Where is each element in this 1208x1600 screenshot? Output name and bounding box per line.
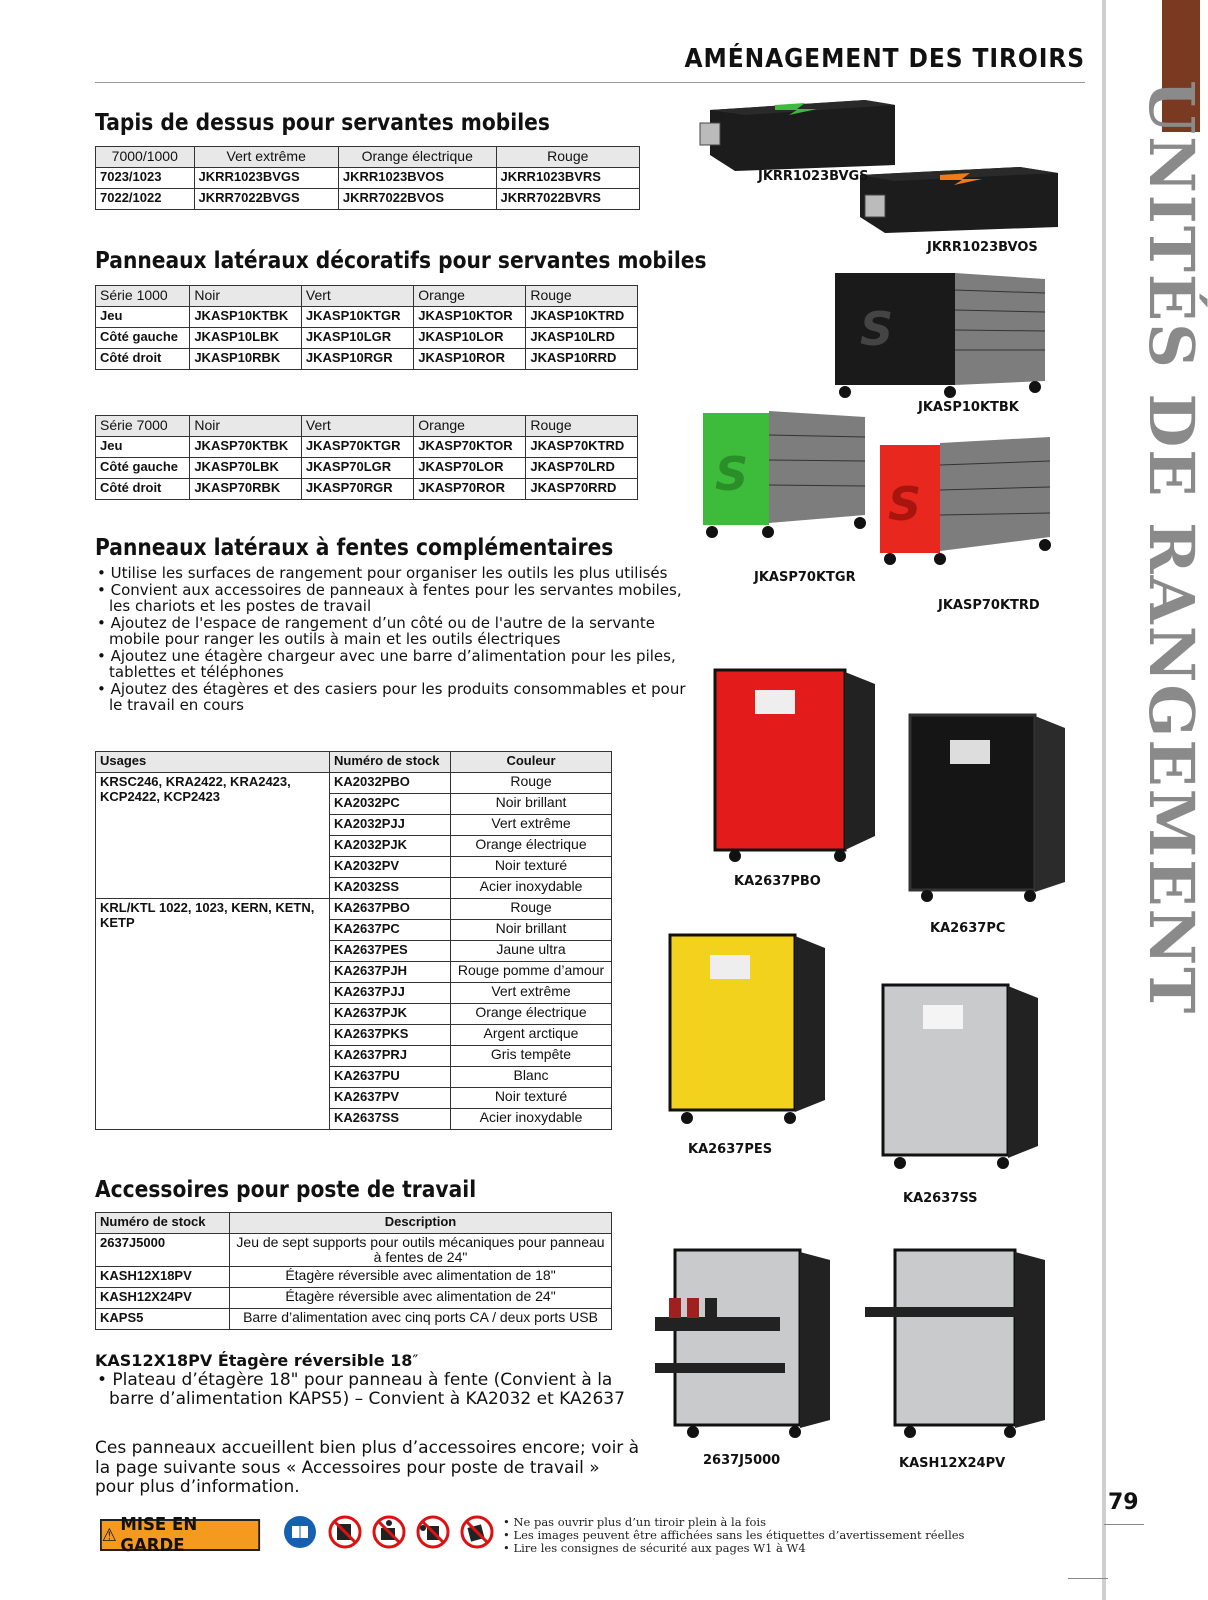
table-cell: JKASP10KTBK bbox=[190, 307, 302, 328]
stock-number-cell: KA2637PRJ bbox=[330, 1046, 451, 1067]
top-mats-table bbox=[95, 146, 640, 210]
table-cell: JKASP10LOR bbox=[414, 328, 526, 349]
table-header-row bbox=[96, 416, 638, 437]
stock-number-cell: KA2637PV bbox=[330, 1088, 451, 1109]
stock-number-cell: KA2637PU bbox=[330, 1067, 451, 1088]
column-header: Couleur bbox=[451, 752, 612, 773]
title-rule bbox=[95, 82, 1085, 83]
table-cell: JKASP10LBK bbox=[190, 328, 302, 349]
table-cell: JKASP10RGR bbox=[301, 349, 413, 370]
table-row bbox=[96, 168, 640, 189]
table-row bbox=[96, 1267, 612, 1288]
product-image-ka2637pbo bbox=[715, 670, 875, 862]
table-cell: JKASP10LRD bbox=[526, 328, 638, 349]
stock-number-cell: KA2637PJH bbox=[330, 962, 451, 983]
color-cell: Acier inoxydable bbox=[451, 878, 612, 899]
svg-text:S: S bbox=[888, 477, 922, 531]
closing-paragraph: Ces panneaux accueillent bien plus d’accessoires encore; voir à la page suivante sous « Accessoires pour poste de travail » pour plus d’information. bbox=[95, 1438, 640, 1497]
color-cell: Noir brillant bbox=[451, 794, 612, 815]
slotted-panels-table bbox=[95, 751, 612, 1130]
label-jkasp70ktrd: JKASP70KTRD bbox=[938, 598, 1040, 613]
table-header-row bbox=[96, 147, 640, 168]
column-header: Vert bbox=[301, 416, 413, 437]
label-ka2637ss: KA2637SS bbox=[903, 1191, 978, 1206]
label-ka2637pes: KA2637PES bbox=[688, 1142, 773, 1157]
color-cell: Blanc bbox=[451, 1067, 612, 1088]
table-cell: JKASP70RGR bbox=[301, 479, 413, 500]
color-cell: Argent arctique bbox=[451, 1025, 612, 1046]
warning-note: • Ne pas ouvrir plus d’un tiroir plein à la fois bbox=[503, 1515, 766, 1529]
warning-label: MISE EN GARDE bbox=[120, 1514, 198, 1556]
label-jkrr1023bvos: JKRR1023BVOS bbox=[927, 240, 1038, 255]
side-panels-heading: Panneaux latéraux décoratifs pour servantes mobiles bbox=[95, 248, 707, 274]
side-panel-illustrations bbox=[700, 265, 1060, 565]
table-row bbox=[96, 458, 638, 479]
slotted-panel-illustrations bbox=[665, 660, 1095, 1510]
slotted-bullet-list bbox=[95, 565, 695, 714]
no-standing-icon bbox=[374, 1517, 404, 1547]
column-header: Orange bbox=[414, 286, 526, 307]
product-image-ka2637pes bbox=[670, 935, 825, 1124]
table-cell: 7023/1023 bbox=[96, 168, 195, 189]
stock-number-cell: KA2032SS bbox=[330, 878, 451, 899]
warning-note: • Lire les consignes de sécurité aux pages W1 à W4 bbox=[503, 1541, 806, 1555]
table-cell: 7022/1022 bbox=[96, 189, 195, 210]
table-cell: JKRR7022BVRS bbox=[496, 189, 639, 210]
warning-notes bbox=[503, 1516, 964, 1555]
series-7000-table bbox=[95, 415, 638, 500]
column-header: Vert bbox=[301, 286, 413, 307]
stock-number-cell: KA2032PJK bbox=[330, 836, 451, 857]
table-row bbox=[96, 773, 612, 794]
table-cell: JKASP10RBK bbox=[190, 349, 302, 370]
color-cell: Rouge bbox=[451, 773, 612, 794]
table-row bbox=[96, 1309, 612, 1330]
stock-number-cell: KASH12X18PV bbox=[96, 1267, 230, 1288]
list-item: • Convient aux accessoires de panneaux à fentes pour les servantes mobiles, les chariots et les postes de travail bbox=[97, 580, 682, 615]
table-cell: JKASP10RRD bbox=[526, 349, 638, 370]
list-item: • Ajoutez une étagère chargeur avec une barre d’alimentation pour les piles, tablettes et téléphones bbox=[97, 646, 676, 681]
table-cell: JKASP70KTOR bbox=[414, 437, 526, 458]
workstation-heading: Accessoires pour poste de travail bbox=[95, 1177, 477, 1203]
product-image-ka2637ss bbox=[883, 985, 1038, 1169]
table-row bbox=[96, 437, 638, 458]
label-kash12x24pv: KASH12X24PV bbox=[899, 1456, 1006, 1471]
color-cell: Jaune ultra bbox=[451, 941, 612, 962]
column-header: Série 1000 bbox=[96, 286, 190, 307]
table-header-row bbox=[96, 1213, 612, 1234]
table-header-row bbox=[96, 286, 638, 307]
color-cell: Orange électrique bbox=[451, 1004, 612, 1025]
table-row bbox=[96, 307, 638, 328]
description-cell: Étagère réversible avec alimentation de 18" bbox=[230, 1267, 612, 1288]
shelf-title bbox=[95, 1351, 418, 1370]
table-cell: Jeu bbox=[96, 437, 190, 458]
color-cell: Noir texturé bbox=[451, 1088, 612, 1109]
page-title: AMÉNAGEMENT DES TIROIRS bbox=[684, 44, 1085, 74]
no-tipping-icon bbox=[462, 1517, 492, 1547]
warning-badge bbox=[100, 1514, 260, 1556]
no-climbing-icon bbox=[330, 1517, 360, 1547]
color-cell: Rouge bbox=[451, 899, 612, 920]
column-header: Noir bbox=[190, 286, 302, 307]
product-image-ka2637pc bbox=[910, 715, 1065, 902]
color-cell: Gris tempête bbox=[451, 1046, 612, 1067]
column-header: Rouge bbox=[526, 286, 638, 307]
stock-number-cell: KA2637SS bbox=[330, 1109, 451, 1130]
table-cell: JKASP70LBK bbox=[190, 458, 302, 479]
column-header: Série 7000 bbox=[96, 416, 190, 437]
side-band bbox=[1102, 0, 1106, 1600]
column-header: Orange électrique bbox=[338, 147, 496, 168]
product-image-jkasp10ktbk bbox=[835, 273, 1045, 398]
color-cell: Orange électrique bbox=[451, 836, 612, 857]
label-2637j5000: 2637J5000 bbox=[703, 1453, 781, 1468]
color-cell: Rouge pomme d’amour bbox=[451, 962, 612, 983]
table-cell: Côté droit bbox=[96, 479, 190, 500]
svg-text:S: S bbox=[715, 447, 749, 501]
stock-number-cell: KA2637PKS bbox=[330, 1025, 451, 1046]
table-cell: JKASP10KTOR bbox=[414, 307, 526, 328]
workstation-table bbox=[95, 1212, 612, 1330]
color-cell: Noir brillant bbox=[451, 920, 612, 941]
product-image-jkasp70ktgr bbox=[703, 411, 866, 538]
color-cell: Acier inoxydable bbox=[451, 1109, 612, 1130]
series-1000-table bbox=[95, 285, 638, 370]
table-cell: JKASP70ROR bbox=[414, 479, 526, 500]
stock-number-cell: KA2637PES bbox=[330, 941, 451, 962]
color-cell: Vert extrême bbox=[451, 983, 612, 1004]
description-cell: Barre d’alimentation avec cinq ports CA / deux ports USB bbox=[230, 1309, 612, 1330]
label-jkasp70ktgr: JKASP70KTGR bbox=[754, 570, 856, 585]
stock-number-cell: 2637J5000 bbox=[96, 1234, 230, 1267]
description-cell: Jeu de sept supports pour outils mécaniques pour panneau à fentes de 24" bbox=[230, 1234, 612, 1267]
usage-cell: KRSC246, KRA2422, KRA2423, KCP2422, KCP2423 bbox=[96, 773, 330, 899]
table-cell: Côté droit bbox=[96, 349, 190, 370]
stock-number-cell: KA2637PJJ bbox=[330, 983, 451, 1004]
table-row bbox=[96, 479, 638, 500]
table-row bbox=[96, 1288, 612, 1309]
stock-number-cell: KA2032PC bbox=[330, 794, 451, 815]
table-cell: JKRR7022BVGS bbox=[194, 189, 338, 210]
label-jkrr1023bvgs: JKRR1023BVGS bbox=[758, 169, 869, 184]
shelf-title-text: KAS12X18PV Étagère réversible 18 bbox=[95, 1351, 413, 1370]
color-cell: Vert extrême bbox=[451, 815, 612, 836]
product-image-jkasp70ktrd bbox=[880, 437, 1051, 565]
column-header: Numéro de stock bbox=[330, 752, 451, 773]
table-cell: JKASP10KTGR bbox=[301, 307, 413, 328]
warning-triangle-icon: ⚠ bbox=[101, 1524, 117, 1546]
table-cell: JKASP10KTRD bbox=[526, 307, 638, 328]
product-image-jkrr1023bvgs bbox=[700, 100, 895, 171]
table-cell: JKASP70KTGR bbox=[301, 437, 413, 458]
no-pushing-icon bbox=[418, 1517, 448, 1547]
top-mats-illustrations bbox=[690, 95, 1100, 235]
stock-number-cell: KA2637PC bbox=[330, 920, 451, 941]
page-number: 79 bbox=[1108, 1490, 1139, 1515]
column-header: 7000/1000 bbox=[96, 147, 195, 168]
list-item: • Ajoutez de l'espace de rangement d’un côté ou de l'autre de la servante mobile pour ranger les outils à main et les outils électriques bbox=[97, 613, 656, 648]
stock-number-cell: KA2637PBO bbox=[330, 899, 451, 920]
table-cell: JKRR1023BVRS bbox=[496, 168, 639, 189]
table-cell: Côté gauche bbox=[96, 328, 190, 349]
list-item: • Ajoutez des étagères et des casiers pour les produits consommables et pour le travail en cours bbox=[97, 679, 686, 714]
stock-number-cell: KASH12X24PV bbox=[96, 1288, 230, 1309]
color-cell: Noir texturé bbox=[451, 857, 612, 878]
table-row bbox=[96, 1234, 612, 1267]
product-image-jkrr1023bvos bbox=[860, 167, 1058, 233]
table-row bbox=[96, 349, 638, 370]
label-ka2637pbo: KA2637PBO bbox=[734, 874, 821, 889]
column-header: Numéro de stock bbox=[96, 1213, 230, 1234]
table-cell: JKRR1023BVGS bbox=[194, 168, 338, 189]
top-mats-heading: Tapis de dessus pour servantes mobiles bbox=[95, 110, 550, 136]
column-header: Vert extrême bbox=[194, 147, 338, 168]
side-section-title: UNITÉS DE RANGEMENT bbox=[1135, 80, 1208, 1016]
column-header: Noir bbox=[190, 416, 302, 437]
slotted-heading: Panneaux latéraux à fentes complémentaires bbox=[95, 535, 614, 561]
stock-number-cell: KAPS5 bbox=[96, 1309, 230, 1330]
safety-icons bbox=[283, 1514, 498, 1550]
table-header-row bbox=[96, 752, 612, 773]
table-row bbox=[96, 328, 638, 349]
stock-number-cell: KA2637PJK bbox=[330, 1004, 451, 1025]
label-jkasp10ktbk: JKASP10KTBK bbox=[918, 400, 1019, 415]
column-header: Orange bbox=[414, 416, 526, 437]
stock-number-cell: KA2032PJJ bbox=[330, 815, 451, 836]
table-cell: JKASP10ROR bbox=[414, 349, 526, 370]
read-manual-icon bbox=[284, 1516, 316, 1548]
table-cell: JKASP70LOR bbox=[414, 458, 526, 479]
column-header: Description bbox=[230, 1213, 612, 1234]
table-row bbox=[96, 899, 612, 920]
stock-number-cell: KA2032PBO bbox=[330, 773, 451, 794]
table-row bbox=[96, 189, 640, 210]
list-item: • Utilise les surfaces de rangement pour organiser les outils les plus utilisés bbox=[97, 564, 668, 582]
shelf-bullet: • Plateau d’étagère 18" pour panneau à fente (Convient à la barre d’alimentation KAPS5) – Convient à KA2032 et KA2637 bbox=[97, 1370, 625, 1409]
label-ka2637pc: KA2637PC bbox=[930, 921, 1006, 936]
table-cell: Jeu bbox=[96, 307, 190, 328]
table-cell: Côté gauche bbox=[96, 458, 190, 479]
inch-mark: ″ bbox=[412, 1351, 419, 1370]
table-cell: JKASP70LGR bbox=[301, 458, 413, 479]
column-header: Rouge bbox=[496, 147, 639, 168]
table-cell: JKASP70LRD bbox=[526, 458, 638, 479]
usage-cell: KRL/KTL 1022, 1023, KERN, KETN, KETP bbox=[96, 899, 330, 1130]
table-cell: JKASP10LGR bbox=[301, 328, 413, 349]
table-cell: JKRR1023BVOS bbox=[338, 168, 496, 189]
page-bottom-rule bbox=[1068, 1578, 1108, 1579]
svg-text:S: S bbox=[860, 302, 894, 356]
product-image-kash12x24pv bbox=[865, 1250, 1045, 1438]
table-cell: JKASP70KTRD bbox=[526, 437, 638, 458]
warning-note: • Les images peuvent être affichées sans les étiquettes d’avertissement réelles bbox=[503, 1528, 965, 1542]
description-cell: Étagère réversible avec alimentation de 24" bbox=[230, 1288, 612, 1309]
table-cell: JKASP70KTBK bbox=[190, 437, 302, 458]
table-cell: JKASP70RBK bbox=[190, 479, 302, 500]
column-header: Rouge bbox=[526, 416, 638, 437]
stock-number-cell: KA2032PV bbox=[330, 857, 451, 878]
product-image-2637j5000 bbox=[655, 1250, 830, 1438]
table-cell: JKRR7022BVOS bbox=[338, 189, 496, 210]
table-cell: JKASP70RRD bbox=[526, 479, 638, 500]
page-number-rule bbox=[1104, 1524, 1144, 1525]
column-header: Usages bbox=[96, 752, 330, 773]
